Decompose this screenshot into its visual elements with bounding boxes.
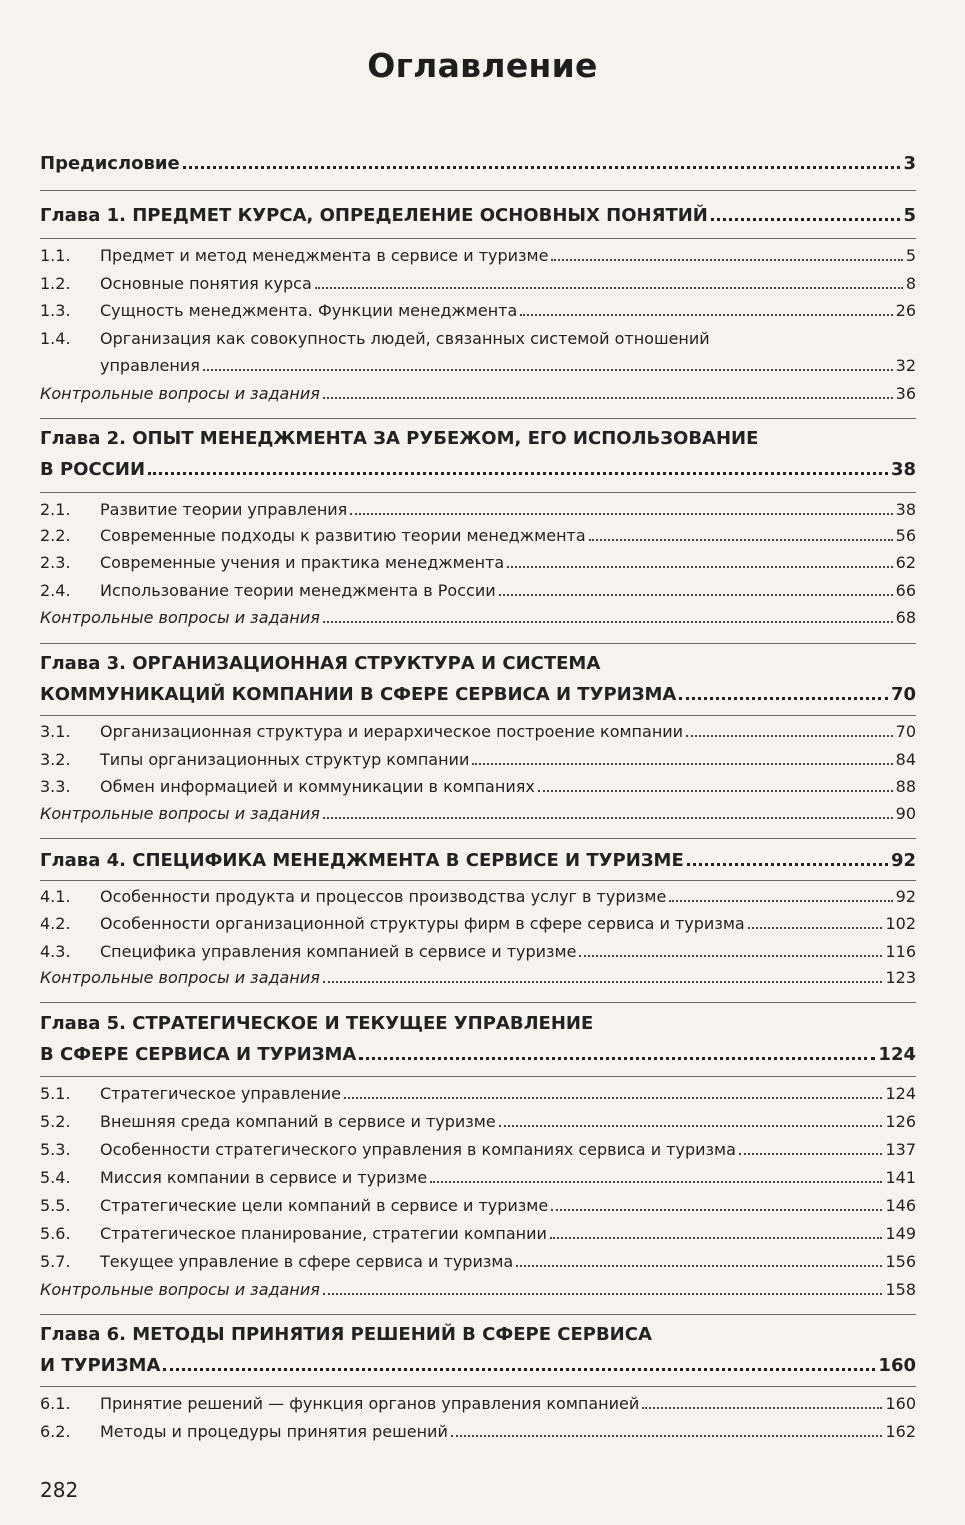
toc-chapter-2[interactable] <box>40 459 916 480</box>
toc-questions[interactable] <box>40 608 916 627</box>
toc-page-number: 158 <box>885 1280 916 1299</box>
toc-text: Принятие решений — функция органов управления компанией <box>100 1394 640 1413</box>
section-number: 2.2. <box>40 526 71 545</box>
page-title: Оглавление <box>367 46 598 85</box>
leader-dots <box>323 817 893 819</box>
divider <box>40 838 916 839</box>
toc-page-number: 68 <box>895 608 916 627</box>
toc-section-continuation[interactable] <box>100 356 916 375</box>
section-number: 6.1. <box>40 1394 71 1413</box>
toc-text: Глава 1. ПРЕДМЕТ КУРСА, ОПРЕДЕЛЕНИЕ ОСНОВНЫХ ПОНЯТИЙ <box>40 205 708 226</box>
toc-page-number: 5 <box>905 246 916 265</box>
toc-chapter-3-line1[interactable]: Глава 3. ОРГАНИЗАЦИОННАЯ СТРУКТУРА И СИСТЕМА <box>40 653 601 674</box>
leader-dots <box>686 735 893 737</box>
toc-text: Контрольные вопросы и задания <box>40 608 320 627</box>
toc-text: КОММУНИКАЦИЙ КОМПАНИИ В СФЕРЕ СЕРВИСА И ТУРИЗМА <box>40 684 677 705</box>
section-number: 1.3. <box>40 301 71 320</box>
section-number: 4.3. <box>40 942 71 961</box>
section-number: 5.4. <box>40 1168 71 1187</box>
leader-dots <box>499 1125 883 1127</box>
toc-section[interactable] <box>40 1394 916 1413</box>
section-number: 1.4. <box>40 329 71 348</box>
toc-section[interactable] <box>40 553 916 572</box>
toc-text: управления <box>100 356 200 375</box>
toc-page-number: 32 <box>895 356 916 375</box>
section-number: 5.1. <box>40 1084 71 1103</box>
toc-questions[interactable] <box>40 384 916 403</box>
divider <box>40 643 916 644</box>
toc-section[interactable] <box>40 1422 916 1441</box>
toc-chapter-4[interactable] <box>40 850 916 871</box>
toc-section[interactable] <box>40 942 916 961</box>
toc-text: Типы организационных структур компании <box>100 750 470 769</box>
toc-text: В СФЕРЕ СЕРВИСА И ТУРИЗМА <box>40 1044 357 1065</box>
toc-text: Развитие теории управления <box>100 500 348 519</box>
leader-dots <box>323 621 893 623</box>
toc-text: Миссия компании в сервисе и туризме <box>100 1168 428 1187</box>
toc-text: Стратегическое управление <box>100 1084 341 1103</box>
leader-dots <box>359 1057 875 1060</box>
toc-page-number: 92 <box>895 887 916 906</box>
toc-page-number: 126 <box>885 1112 916 1131</box>
toc-page-number: 160 <box>885 1394 916 1413</box>
toc-section[interactable] <box>40 1168 916 1187</box>
toc-page-number: 137 <box>885 1140 916 1159</box>
toc-text: Современные подходы к развитию теории менеджмента <box>100 526 586 545</box>
toc-page-number: 62 <box>895 553 916 572</box>
toc-page-number: 92 <box>890 850 916 871</box>
toc-text: Организационная структура и иерархическое построение компании <box>100 722 684 741</box>
section-number: 6.2. <box>40 1422 71 1441</box>
toc-page-number: 38 <box>895 500 916 519</box>
toc-page-number: 8 <box>905 274 916 293</box>
section-number: 5.5. <box>40 1196 71 1215</box>
toc-text: Организация как совокупность людей, связанных системой отношений <box>100 329 710 348</box>
toc-text: Глава 4. СПЕЦИФИКА МЕНЕДЖМЕНТА В СЕРВИСЕ И ТУРИЗМЕ <box>40 850 684 871</box>
section-number: 3.1. <box>40 722 71 741</box>
toc-section[interactable] <box>40 750 916 769</box>
toc-page-number: 70 <box>895 722 916 741</box>
toc-text: И ТУРИЗМА <box>40 1355 161 1376</box>
leader-dots <box>203 369 893 371</box>
leader-dots <box>551 1209 882 1211</box>
leader-dots <box>323 1293 883 1295</box>
leader-dots <box>507 566 892 568</box>
section-number: 3.2. <box>40 750 71 769</box>
toc-text: Стратегическое планирование, стратегии компании <box>100 1224 547 1243</box>
toc-text: Предмет и метод менеджмента в сервисе и туризме <box>100 246 549 265</box>
toc-chapter-1[interactable] <box>40 205 916 226</box>
leader-dots <box>520 314 892 316</box>
toc-page-number: 88 <box>895 777 916 796</box>
toc-chapter-5[interactable] <box>40 1044 916 1065</box>
toc-text: Особенности стратегического управления в компаниях сервиса и туризма <box>100 1140 736 1159</box>
section-number: 2.1. <box>40 500 71 519</box>
toc-chapter-6-line1[interactable]: Глава 6. МЕТОДЫ ПРИНЯТИЯ РЕШЕНИЙ В СФЕРЕ СЕРВИСА <box>40 1324 652 1345</box>
toc-text: Стратегические цели компаний в сервисе и туризме <box>100 1196 549 1215</box>
toc-section[interactable] <box>40 722 916 741</box>
toc-text: Особенности организационной структуры фирм в сфере сервиса и туризма <box>100 914 745 933</box>
section-number: 1.1. <box>40 246 71 265</box>
toc-page-number: 149 <box>885 1224 916 1243</box>
leader-dots <box>323 981 883 983</box>
toc-text: Обмен информацией и коммуникации в компаниях <box>100 777 535 796</box>
divider <box>40 1076 916 1077</box>
leader-dots <box>687 863 888 866</box>
section-number: 5.3. <box>40 1140 71 1159</box>
divider <box>40 190 916 191</box>
toc-text: Контрольные вопросы и задания <box>40 804 320 823</box>
divider <box>40 715 916 716</box>
section-number: 4.2. <box>40 914 71 933</box>
toc-text: Контрольные вопросы и задания <box>40 1280 320 1299</box>
leader-dots <box>711 218 901 221</box>
toc-section[interactable] <box>40 246 916 265</box>
toc-page-number: 160 <box>878 1355 916 1376</box>
leader-dots <box>472 763 892 765</box>
toc-page-number: 38 <box>890 459 916 480</box>
toc-section[interactable] <box>40 274 916 293</box>
toc-page-number: 162 <box>885 1422 916 1441</box>
toc-text: Методы и процедуры принятия решений <box>100 1422 448 1441</box>
leader-dots <box>739 1153 883 1155</box>
toc-text: Предисловие <box>40 153 180 174</box>
leader-dots <box>148 472 888 475</box>
toc-chapter-3[interactable] <box>40 684 916 705</box>
toc-text: Контрольные вопросы и задания <box>40 384 320 403</box>
divider <box>40 418 916 419</box>
leader-dots <box>183 166 901 169</box>
section-number: 5.2. <box>40 1112 71 1131</box>
toc-text: Специфика управления компанией в сервисе и туризме <box>100 942 577 961</box>
toc-text: Сущность менеджмента. Функции менеджмента <box>100 301 518 320</box>
toc-text: В РОССИИ <box>40 459 146 480</box>
leader-dots <box>579 955 882 957</box>
section-number: 4.1. <box>40 887 71 906</box>
leader-dots <box>163 1368 875 1371</box>
section-number: 2.4. <box>40 581 71 600</box>
toc-page-number: 102 <box>885 914 916 933</box>
section-number: 2.3. <box>40 553 71 572</box>
leader-dots <box>315 287 903 289</box>
divider <box>40 1314 916 1315</box>
divider <box>40 238 916 239</box>
toc-section[interactable] <box>40 777 916 796</box>
toc-section[interactable] <box>40 914 916 933</box>
divider <box>40 492 916 493</box>
toc-section[interactable] <box>40 1224 916 1243</box>
leader-dots <box>344 1097 882 1099</box>
toc-section[interactable] <box>40 1084 916 1103</box>
section-number: 3.3. <box>40 777 71 796</box>
divider <box>40 880 916 881</box>
toc-section[interactable] <box>40 581 916 600</box>
leader-dots <box>551 259 902 261</box>
toc-questions[interactable] <box>40 804 916 823</box>
toc-page-number: 124 <box>885 1084 916 1103</box>
toc-preface[interactable] <box>40 153 916 174</box>
section-number: 5.7. <box>40 1252 71 1271</box>
page-number: 282 <box>40 1478 79 1502</box>
toc-page-number: 123 <box>885 968 916 987</box>
toc-chapter-6[interactable] <box>40 1355 916 1376</box>
toc-chapter-5-line1[interactable]: Глава 5. СТРАТЕГИЧЕСКОЕ И ТЕКУЩЕЕ УПРАВЛЕНИЕ <box>40 1013 594 1034</box>
toc-page-number: 26 <box>895 301 916 320</box>
divider <box>40 1002 916 1003</box>
leader-dots <box>350 513 892 515</box>
leader-dots <box>451 1435 883 1437</box>
leader-dots <box>669 900 892 902</box>
toc-page-number: 116 <box>885 942 916 961</box>
toc-section[interactable] <box>40 1252 916 1271</box>
toc-page-number: 84 <box>895 750 916 769</box>
leader-dots <box>589 539 893 541</box>
toc-text: Внешняя среда компаний в сервисе и туризме <box>100 1112 496 1131</box>
toc-page-number: 36 <box>895 384 916 403</box>
section-number: 1.2. <box>40 274 71 293</box>
toc-page-number: 141 <box>885 1168 916 1187</box>
leader-dots <box>748 927 883 929</box>
leader-dots <box>538 790 893 792</box>
toc-page-number: 124 <box>878 1044 916 1065</box>
toc-section[interactable] <box>40 526 916 545</box>
toc-text: Текущее управление в сфере сервиса и туризма <box>100 1252 514 1271</box>
toc-section[interactable] <box>40 1112 916 1131</box>
toc-page-number: 70 <box>890 684 916 705</box>
toc-page-number: 3 <box>903 153 916 174</box>
leader-dots <box>430 1181 882 1183</box>
leader-dots <box>499 594 893 596</box>
toc-section[interactable] <box>40 329 916 348</box>
toc-section[interactable] <box>40 500 916 519</box>
toc-text: Использование теории менеджмента в России <box>100 581 496 600</box>
toc-section[interactable] <box>40 1140 916 1159</box>
leader-dots <box>516 1265 882 1267</box>
leader-dots <box>323 397 893 399</box>
leader-dots <box>550 1237 883 1239</box>
toc-section[interactable] <box>40 301 916 320</box>
section-number: 5.6. <box>40 1224 71 1243</box>
toc-chapter-2-line1[interactable]: Глава 2. ОПЫТ МЕНЕДЖМЕНТА ЗА РУБЕЖОМ, ЕГО ИСПОЛЬЗОВАНИЕ <box>40 428 759 449</box>
toc-page-number: 56 <box>895 526 916 545</box>
toc-questions[interactable] <box>40 1280 916 1299</box>
toc-section[interactable] <box>40 1196 916 1215</box>
toc-section[interactable] <box>40 887 916 906</box>
toc-page-number: 90 <box>895 804 916 823</box>
toc-text: Контрольные вопросы и задания <box>40 968 320 987</box>
leader-dots <box>679 697 888 700</box>
toc-page-number: 146 <box>885 1196 916 1215</box>
leader-dots <box>642 1407 882 1409</box>
toc-text: Особенности продукта и процессов производства услуг в туризме <box>100 887 667 906</box>
toc-questions[interactable] <box>40 968 916 987</box>
toc-page-number: 156 <box>885 1252 916 1271</box>
toc-page-number: 66 <box>895 581 916 600</box>
toc-text: Основные понятия курса <box>100 274 312 293</box>
toc-page-number: 5 <box>903 205 916 226</box>
divider <box>40 1386 916 1387</box>
toc-text: Современные учения и практика менеджмента <box>100 553 505 572</box>
